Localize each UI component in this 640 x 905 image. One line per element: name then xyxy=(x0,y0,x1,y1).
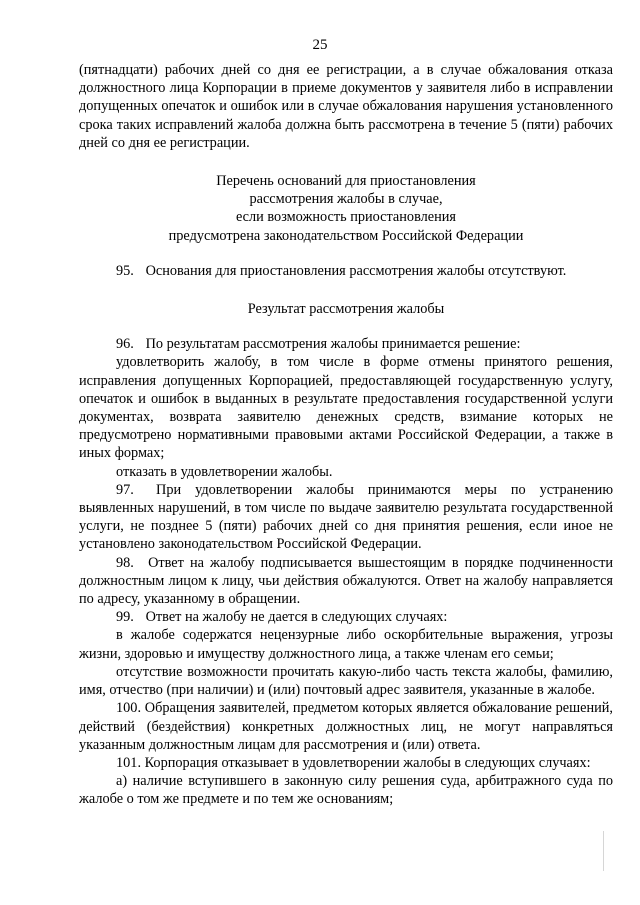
paragraph-96-option-satisfy: удовлетворить жалобу, в том числе в форме отмены принятого решения, исправления допущенных Корпорацией, предоставляющей государственную услугу, опечаток и ошибок в выданных в результате предоставления государственной услуги документах, возврата заявителю денежных средств, взимание которых не предусмотрено нормативными правовыми актами Российской Федерации, а также в иных формах; xyxy=(79,354,613,462)
paragraph-number: 95. xyxy=(116,262,134,279)
paragraph-99 xyxy=(79,608,613,626)
paragraph-text: Обращения заявителей, предметом которых является обжалование решений, действий (бездействия) конкретных должностных лиц, не могут направляться указанным должностным лицам для рассмотрения и (или) ответа. xyxy=(79,700,614,753)
paragraph-number: 100. xyxy=(116,700,142,717)
paragraph-text: Основания для приостановления рассмотрения жалобы отсутствуют. xyxy=(145,262,567,279)
paragraph-number: 101. xyxy=(116,754,142,771)
paragraph-101-case-a: а) наличие вступившего в законную силу решения суда, арбитражного суда по жалобе о том же предмете и по тем же основаниям; xyxy=(79,773,613,808)
paragraph-number: 98. xyxy=(116,554,134,571)
paragraph-101 xyxy=(79,754,613,772)
intro-paragraph: (пятнадцати) рабочих дней со дня ее регистрации, а в случае обжалования отказа должностного лица Корпорации в приеме документов у заявителя либо в исправлении допущенных опечаток и ошибок или в случае обжалования нарушения установленного срока таких исправлений жалоба должна быть рассмотрена в течение 5 (пяти) рабочих дней со дня ее регистрации. xyxy=(79,62,613,151)
paragraph-text: Ответ на жалобу подписывается вышестоящим в порядке подчиненности должностным лицом к лицу, чьи действия обжалуются. Ответ на жалобу направляется по адресу, указанному в обращении. xyxy=(79,554,613,608)
paragraph-98 xyxy=(79,554,613,609)
paragraph-97 xyxy=(79,481,613,554)
section-heading-result: Результат рассмотрения жалобы xyxy=(247,301,445,318)
paragraph-100 xyxy=(79,699,613,754)
paragraph-99-case-obscene: в жалобе содержатся нецензурные либо оскорбительные выражения, угрозы жизни, здоровью и имуществу должностного лица, а также членам его семьи; xyxy=(79,627,613,662)
heading-line: Перечень оснований для приостановления xyxy=(216,173,476,190)
section-heading-suspension xyxy=(79,172,613,245)
document-body xyxy=(79,61,613,809)
paragraph-95 xyxy=(79,262,613,280)
scan-artifact-line xyxy=(603,831,604,871)
heading-line: если возможность приостановления xyxy=(235,209,456,226)
heading-line: рассмотрения жалобы в случае, xyxy=(249,191,443,208)
page-number: 25 xyxy=(312,37,328,53)
paragraph-text: При удовлетворении жалобы принимаются меры по устранению выявленных нарушений, в том числе по выдаче заявителю результата государственной услуги, не позднее 5 (пяти) рабочих дней со дня принятия решения, если иное не установлено законодательством Российской Федерации. xyxy=(79,481,614,553)
paragraph-text: Корпорация отказывает в удовлетворении жалобы в следующих случаях: xyxy=(144,754,591,771)
paragraph-number: 96. xyxy=(116,336,134,353)
paragraph-96 xyxy=(79,335,613,353)
paragraph-text: По результатам рассмотрения жалобы принимается решение: xyxy=(145,336,521,353)
paragraph-text: Ответ на жалобу не дается в следующих случаях: xyxy=(145,609,448,626)
paragraph-96-option-refuse: отказать в удовлетворении жалобы. xyxy=(116,463,333,480)
paragraph-99-case-unreadable: отсутствие возможности прочитать какую-либо часть текста жалобы, фамилию, имя, отчество (при наличии) и (или) почтовый адрес заявителя, указанные в жалобе. xyxy=(79,663,613,699)
paragraph-number: 99. xyxy=(116,609,134,626)
heading-line: предусмотрена законодательством Российской Федерации xyxy=(168,227,524,244)
paragraph-number: 97. xyxy=(116,481,134,498)
